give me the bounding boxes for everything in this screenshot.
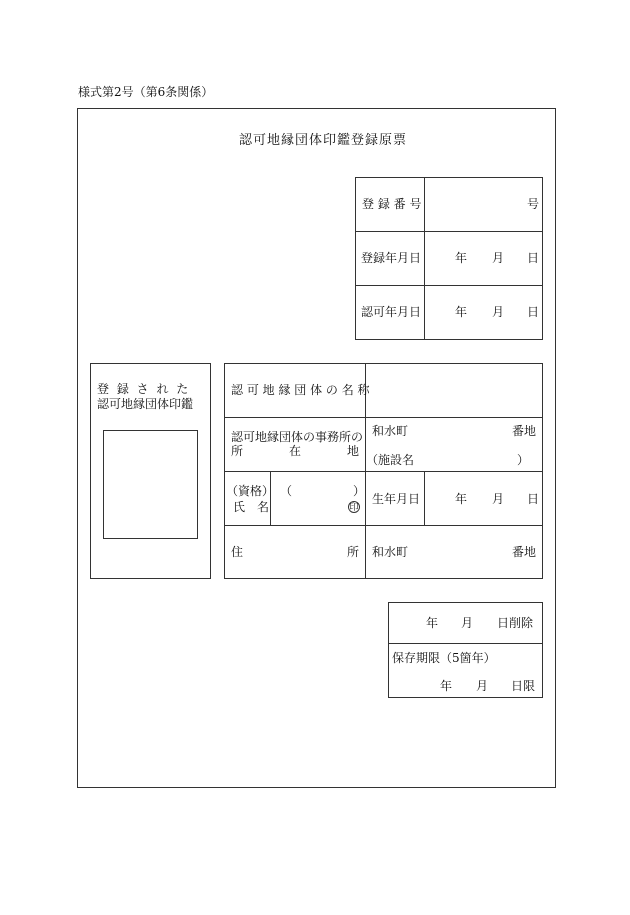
approval-date-label: 認可年月日	[361, 305, 422, 319]
birthdate-label: 生年月日	[372, 492, 421, 506]
month-label: 月	[492, 305, 505, 319]
address-label-b: 所	[347, 545, 360, 559]
year-label: 年	[455, 305, 468, 319]
seal-impression-box	[103, 430, 198, 539]
retention-row-line	[388, 643, 543, 644]
registry-row-line	[355, 285, 543, 286]
person-name-label: 氏 名	[233, 500, 270, 514]
registry-divider	[424, 177, 425, 340]
association-name-label: 認 可 地 縁 団 体 の 名 称	[231, 383, 370, 397]
registration-number-suffix: 号	[527, 197, 540, 211]
retention-period-label: 保存期限（5箇年）	[392, 651, 496, 665]
year-label: 年	[455, 251, 468, 265]
qualification-label: （資格）	[226, 484, 275, 498]
day-label: 日	[527, 251, 540, 265]
office-banchi: 番地	[512, 424, 537, 438]
year-label: 年	[426, 616, 439, 630]
office-town: 和水町	[372, 424, 409, 438]
facility-name-open: （施設名	[366, 453, 415, 467]
address-banchi: 番地	[512, 545, 537, 559]
office-location-label-b: 在	[289, 444, 302, 458]
seal-panel-line1: 登 録 さ れ た	[97, 382, 191, 396]
month-label: 月	[476, 679, 489, 693]
month-label: 月	[492, 251, 505, 265]
registration-date-label: 登録年月日	[361, 251, 422, 265]
birthdate-divider	[424, 471, 425, 525]
qualification-open: （	[280, 484, 293, 498]
year-label: 年	[455, 492, 468, 506]
deleted-date-suffix: 日削除	[497, 616, 534, 630]
facility-name-close: ）	[517, 453, 530, 467]
month-label: 月	[492, 492, 505, 506]
registration-number-label: 登 録 番 号	[362, 197, 422, 211]
details-row-line	[224, 525, 543, 526]
details-row-line	[224, 417, 543, 418]
limit-date-suffix: 日限	[511, 679, 536, 693]
year-label: 年	[440, 679, 453, 693]
office-location-label-line1: 認可地縁団体の事務所の	[231, 430, 364, 444]
office-location-label-a: 所	[231, 444, 244, 458]
qualification-divider	[270, 471, 271, 525]
seal-panel-line2: 認可地縁団体印鑑	[97, 397, 194, 411]
registry-row-line	[355, 231, 543, 232]
month-label: 月	[461, 616, 474, 630]
details-row-line	[224, 471, 543, 472]
office-location-label-c: 地	[347, 444, 360, 458]
qualification-close: ）	[353, 484, 366, 498]
day-label: 日	[527, 305, 540, 319]
address-town: 和水町	[372, 545, 409, 559]
form-number: 様式第2号（第6条関係）	[78, 85, 214, 99]
form-title: 認可地縁団体印鑑登録原票	[239, 133, 408, 148]
day-label: 日	[527, 492, 540, 506]
address-label-a: 住	[231, 545, 244, 559]
seal-mark-icon: 印	[349, 503, 359, 513]
